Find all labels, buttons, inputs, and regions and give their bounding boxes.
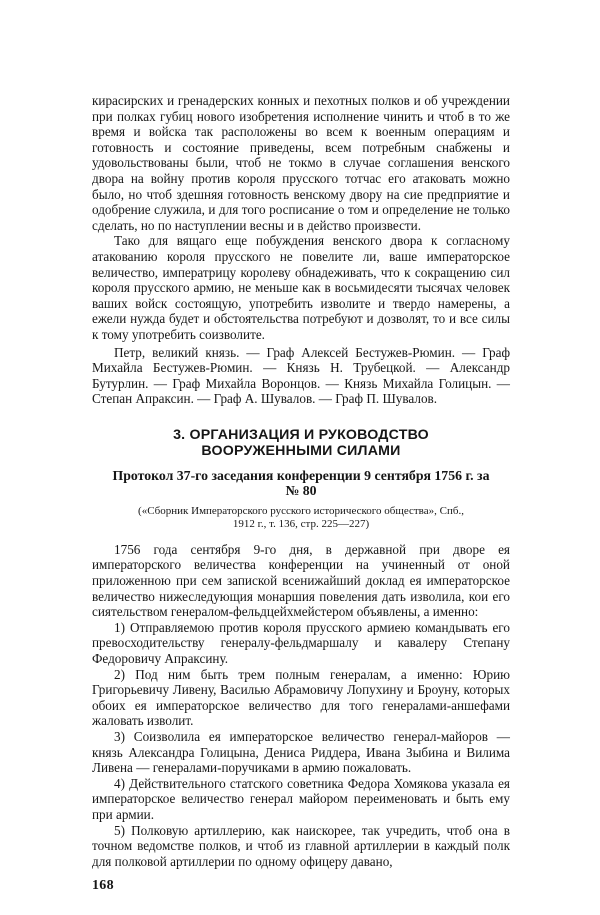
list-item-3: 3) Соизволила ея императорское величество генерал-майоров — князь Александра Голицына, Дениса Риддера, Ивана Зыбина и Вилима Ливена — генералами-поручиками в армию пожаловать. — [92, 729, 510, 776]
document-page — [92, 93, 510, 894]
list-item-5: 5) Полковую артиллерию, как наискорее, так учредить, чтоб она в точном ведомстве полков, и чтоб из главной артиллерии в каждый полк для полковой артиллерии по одному офицеру давано, — [92, 822, 510, 869]
protocol-title: Протокол 37-го заседания конференции 9 сентября 1756 г. за № 80 — [112, 467, 490, 499]
paragraph-intro: 1756 года сентября 9-го дня, в державной при дворе ея императорского величества конференции на учиненный от оной приложенною при сем запиской всенижайший доклад ея императорское величество нижеследующия монаршия повеления дать изволила, кои его сиятельством генералом-фельдцейхмейстером объявлены, а именно: — [92, 541, 510, 620]
section-heading: 3. ОРГАНИЗАЦИЯ И РУКОВОДСТВО ВООРУЖЕННЫМИ СИЛАМИ — [173, 426, 429, 460]
paragraph-continuation: кирасирских и гренадерских конных и пехотных полков и об учреждении при полках губиц нового изобретения исполнение чинить и чтоб в то же время и войска так расположены во всем к военным операциям и готовность и состояние приведены, всем потребным снабжены и удовольствованы были, чтоб не токмо в случае соглашения венского двора на войну против короля прусского тотчас его атаковать можно было, но чтоб здешняя готовность венскому двору на сие предприятие и одобрение служила, и для того росписание о том и определение не только сделать, но по наступлении весны и в действо произвести. — [92, 93, 510, 233]
source-note: («Сборник Императорского русского исторического общества», Спб., 1912 г., т. 136, стр. 225—227) — [138, 504, 464, 530]
page-number: 168 — [92, 878, 114, 894]
list-item-4: 4) Действительного статского советника Федора Хомякова указала ея императорское величество генерал майором переименовать и быть ему при армии. — [92, 775, 510, 822]
signatures: Петр, великий князь. — Граф Алексей Бестужев-Рюмин. — Граф Михайла Бестужев-Рюмин. — Князь Н. Трубецкой. — Александр Бутурлин. — Граф Михайла Воронцов. — Князь Михайла Голицын. — Степан Апраксин. — Граф А. Шувалов. — Граф П. Шувалов. — [92, 344, 510, 407]
list-item-2: 2) Под ним быть трем полным генералам, а именно: Юрию Григорьевичу Ливену, Василью Абрамовичу Лопухину и Броуну, которых обоих ея императорское величество для того генералами-аншефами жаловать изволит. — [92, 666, 510, 729]
paragraph-proposal: Тако для вящаго еще побуждения венского двора к согласному атакованию короля прусского не повелите ли, ваше императорское величество, императрицу королеву обнадеживать, что к сокращению сил короля прусского армию, не меньше как в восьмидесяти тысячах человек ваших войск состоящую, употребить изволите и твердо намерены, а ежели нужда будет и обстоятельства потребуют и дозволят, то и все силы к тому употребить соизволите. — [92, 233, 510, 342]
list-item-1: 1) Отправляемою против короля прусского армиею командывать его превосходительству генералу-фельдмаршалу и кавалеру Степану Федоровичу Апраксину. — [92, 619, 510, 667]
